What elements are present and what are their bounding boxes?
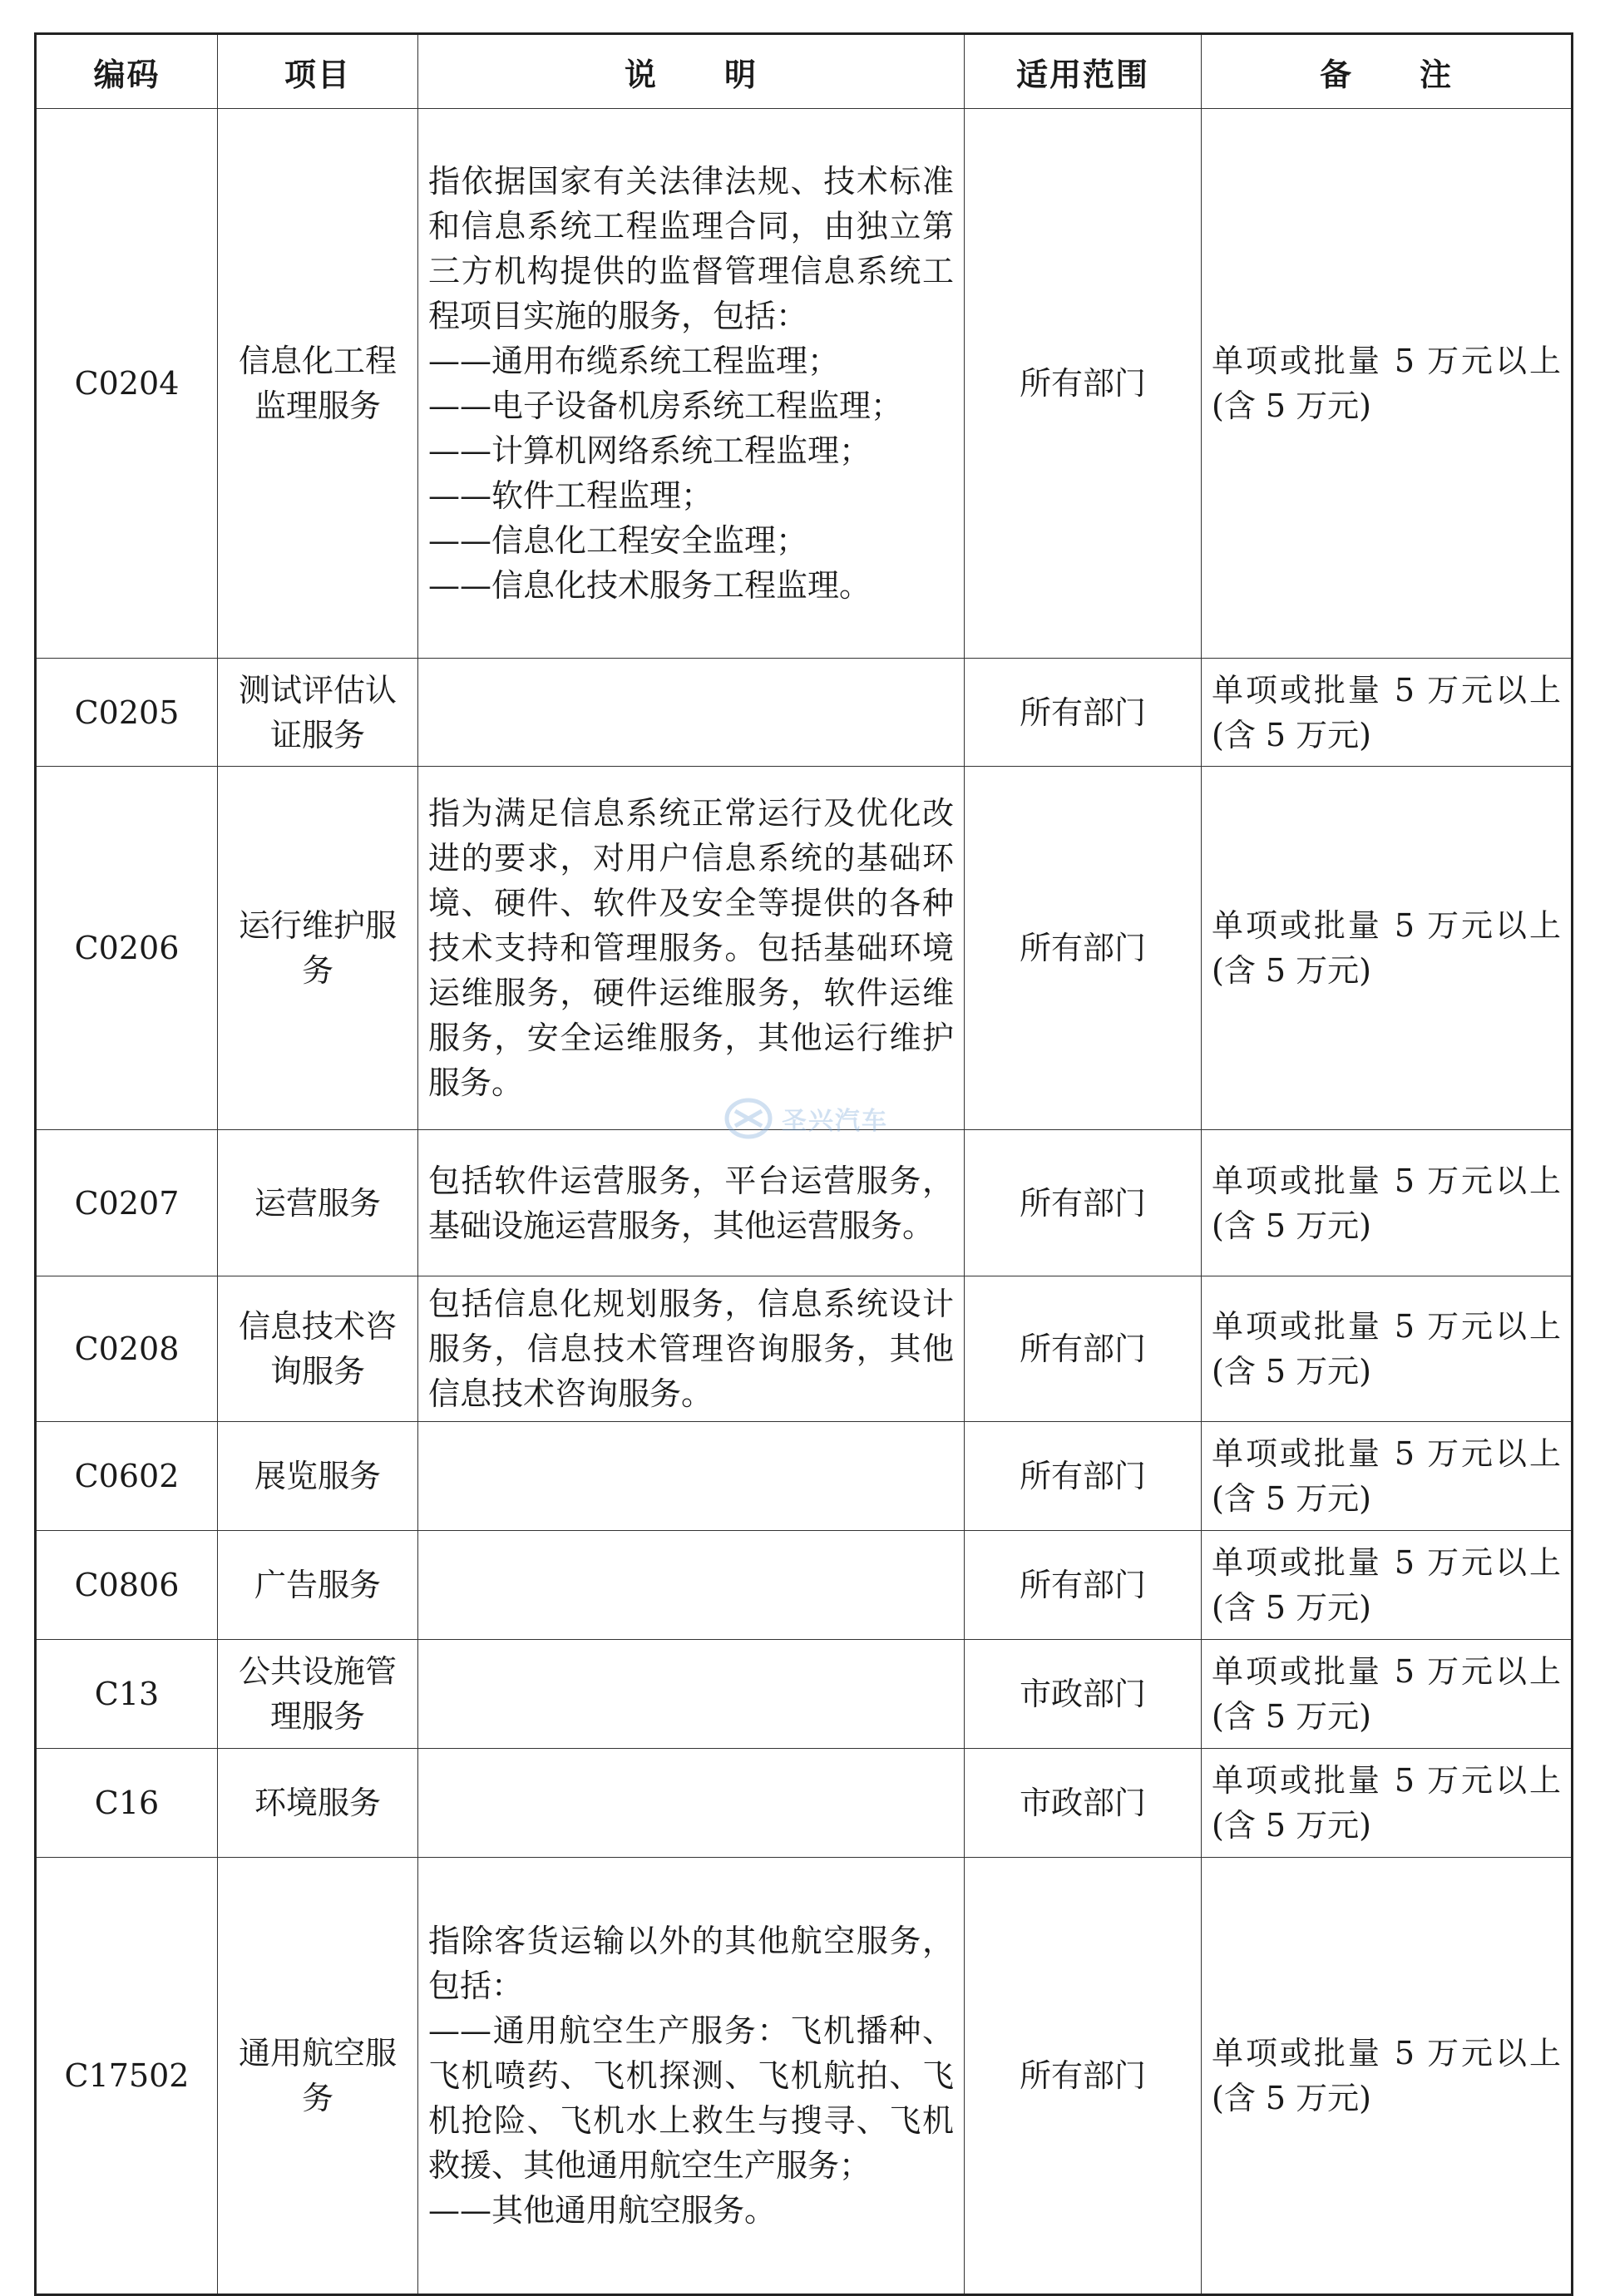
cell-item: 公共设施管理服务 bbox=[218, 1640, 418, 1749]
cell-scope: 市政部门 bbox=[965, 1640, 1202, 1749]
cell-code: C0205 bbox=[36, 659, 218, 767]
table-row bbox=[36, 1858, 1573, 2295]
cell-scope: 所有部门 bbox=[965, 1531, 1202, 1640]
cell-code: C0806 bbox=[36, 1531, 218, 1640]
description-line: 包括软件运营服务，平台运营服务，基础设施运营服务，其他运营服务。 bbox=[428, 1162, 954, 1244]
cell-code: C17502 bbox=[36, 1858, 218, 2295]
header-description: 说 明 bbox=[418, 34, 965, 109]
cell-description bbox=[418, 1858, 965, 2295]
cell-code: C16 bbox=[36, 1749, 218, 1858]
cell-note: 单项或批量 5 万元以上(含 5 万元) bbox=[1202, 1130, 1573, 1276]
header-row bbox=[36, 34, 1573, 109]
cell-code: C0204 bbox=[36, 109, 218, 659]
cell-description bbox=[418, 1640, 965, 1749]
cell-description bbox=[418, 767, 965, 1130]
cell-description bbox=[418, 1130, 965, 1276]
cell-note: 单项或批量 5 万元以上(含 5 万元) bbox=[1202, 109, 1573, 659]
cell-item: 信息技术咨询服务 bbox=[218, 1276, 418, 1422]
description-line: ——信息化工程安全监理； bbox=[428, 522, 808, 559]
cell-item: 运营服务 bbox=[218, 1130, 418, 1276]
cell-scope: 所有部门 bbox=[965, 109, 1202, 659]
description-line: 指依据国家有关法律法规、技术标准和信息系统工程监理合同，由独立第三方机构提供的监督管理信息系统工程项目实施的服务，包括： bbox=[428, 163, 954, 334]
cell-code: C0602 bbox=[36, 1422, 218, 1531]
description-line: ——计算机网络系统工程监理； bbox=[428, 432, 872, 469]
table-row bbox=[36, 1422, 1573, 1531]
cell-description bbox=[418, 109, 965, 659]
header-scope: 适用范围 bbox=[965, 34, 1202, 109]
description-line: 包括信息化规划服务，信息系统设计服务，信息技术管理咨询服务，其他信息技术咨询服务。 bbox=[428, 1286, 954, 1412]
cell-note: 单项或批量 5 万元以上(含 5 万元) bbox=[1202, 1640, 1573, 1749]
description-line: ——软件工程监理； bbox=[428, 477, 714, 514]
cell-note: 单项或批量 5 万元以上(含 5 万元) bbox=[1202, 1749, 1573, 1858]
watermark bbox=[723, 1096, 888, 1141]
cell-code: C0206 bbox=[36, 767, 218, 1130]
cell-item: 通用航空服务 bbox=[218, 1858, 418, 2295]
table-row bbox=[36, 1531, 1573, 1640]
cell-item: 广告服务 bbox=[218, 1531, 418, 1640]
cell-code: C13 bbox=[36, 1640, 218, 1749]
description-line: ——电子设备机房系统工程监理； bbox=[428, 388, 903, 424]
table-row bbox=[36, 1749, 1573, 1858]
cell-code: C0208 bbox=[36, 1276, 218, 1422]
watermark-logo-icon bbox=[723, 1096, 773, 1141]
cell-note: 单项或批量 5 万元以上(含 5 万元) bbox=[1202, 1531, 1573, 1640]
cell-note: 单项或批量 5 万元以上(含 5 万元) bbox=[1202, 767, 1573, 1130]
description-line: ——通用布缆系统工程监理； bbox=[428, 343, 840, 379]
cell-note: 单项或批量 5 万元以上(含 5 万元) bbox=[1202, 659, 1573, 767]
cell-scope: 所有部门 bbox=[965, 1422, 1202, 1531]
cell-scope: 所有部门 bbox=[965, 1130, 1202, 1276]
cell-description bbox=[418, 659, 965, 767]
cell-description bbox=[418, 1276, 965, 1422]
description-line: ——信息化技术服务工程监理。 bbox=[428, 567, 872, 604]
cell-code: C0207 bbox=[36, 1130, 218, 1276]
table-row bbox=[36, 1640, 1573, 1749]
table-row bbox=[36, 1276, 1573, 1422]
header-note: 备 注 bbox=[1202, 34, 1573, 109]
description-line: ——通用航空生产服务：飞机播种、飞机喷药、飞机探测、飞机航拍、飞机抢险、飞机水上救生与搜寻、飞机救援、其他通用航空生产服务； bbox=[428, 2012, 954, 2184]
cell-scope: 市政部门 bbox=[965, 1749, 1202, 1858]
table-row bbox=[36, 659, 1573, 767]
header-code: 编码 bbox=[36, 34, 218, 109]
cell-description bbox=[418, 1531, 965, 1640]
header-item: 项目 bbox=[218, 34, 418, 109]
cell-note: 单项或批量 5 万元以上(含 5 万元) bbox=[1202, 1276, 1573, 1422]
cell-description bbox=[418, 1422, 965, 1531]
watermark-text: 圣兴汽车 bbox=[782, 1107, 888, 1136]
description-line: ——其他通用航空服务。 bbox=[428, 2192, 777, 2229]
cell-description bbox=[418, 1749, 965, 1858]
cell-item: 测试评估认证服务 bbox=[218, 659, 418, 767]
cell-item: 运行维护服务 bbox=[218, 767, 418, 1130]
cell-scope: 所有部门 bbox=[965, 659, 1202, 767]
table-row bbox=[36, 1130, 1573, 1276]
table-row bbox=[36, 109, 1573, 659]
cell-item: 环境服务 bbox=[218, 1749, 418, 1858]
table-row bbox=[36, 767, 1573, 1130]
cell-item: 展览服务 bbox=[218, 1422, 418, 1531]
cell-scope: 所有部门 bbox=[965, 1858, 1202, 2295]
description-line: 指除客货运输以外的其他航空服务，包括： bbox=[428, 1923, 954, 2004]
cell-note: 单项或批量 5 万元以上(含 5 万元) bbox=[1202, 1422, 1573, 1531]
cell-scope: 所有部门 bbox=[965, 1276, 1202, 1422]
procurement-table bbox=[34, 32, 1573, 2296]
description-line: 指为满足信息系统正常运行及优化改进的要求，对用户信息系统的基础环境、硬件、软件及安全等提供的各种技术支持和管理服务。包括基础环境运维服务，硬件运维服务，软件运维服务，安全运维服务，其他运行维护服务。 bbox=[428, 795, 954, 1101]
cell-item: 信息化工程监理服务 bbox=[218, 109, 418, 659]
cell-scope: 所有部门 bbox=[965, 767, 1202, 1130]
cell-note: 单项或批量 5 万元以上(含 5 万元) bbox=[1202, 1858, 1573, 2295]
